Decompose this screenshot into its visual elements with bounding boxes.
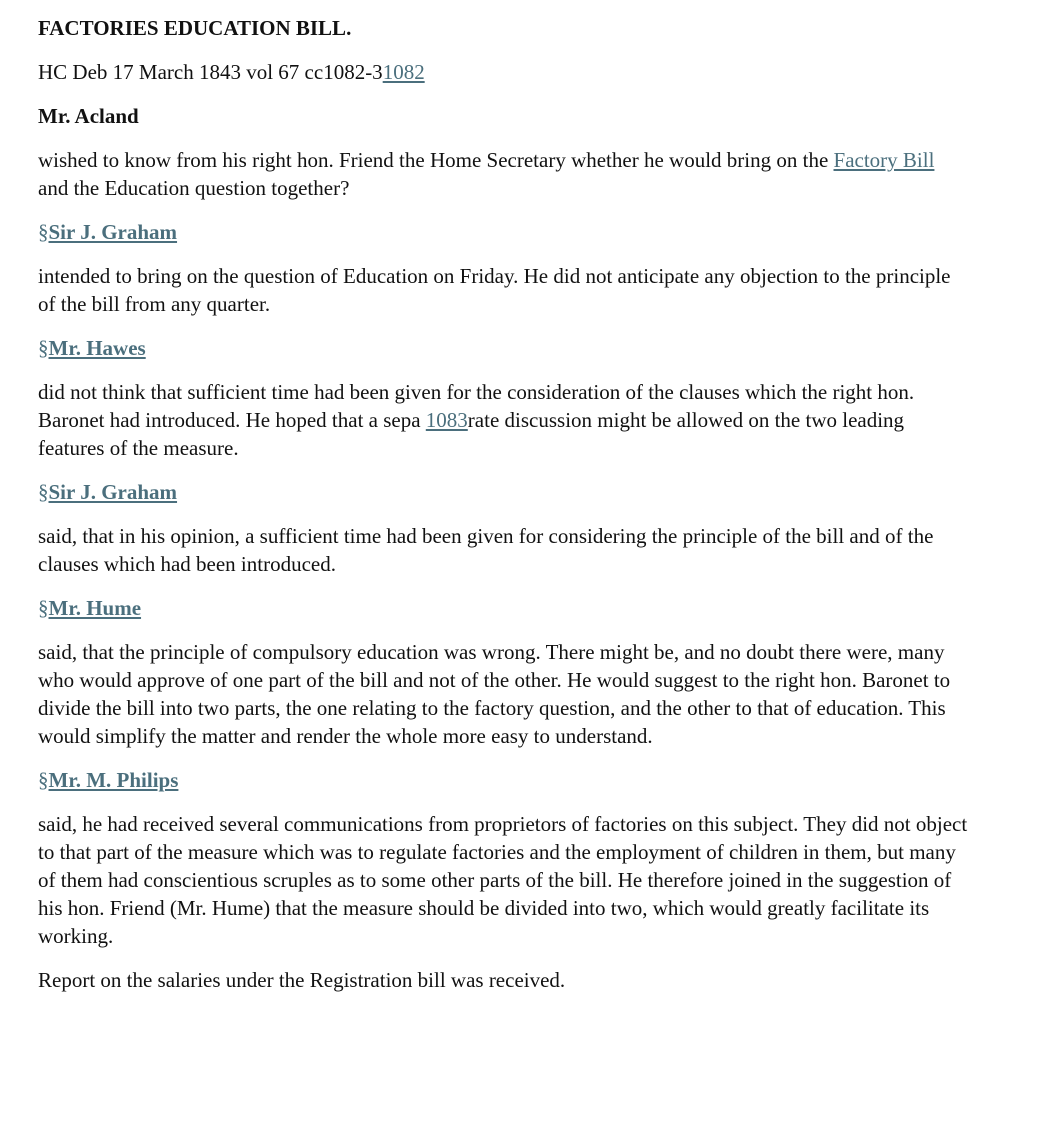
section-mark: § [38, 596, 49, 620]
speech-text [38, 146, 968, 202]
speaker-heading [38, 334, 968, 362]
section-mark: § [38, 480, 49, 504]
section-mark: § [38, 768, 49, 792]
speech-text: said, that the principle of compulsory education was wrong. There might be, and no doubt there were, many who would approve of one part of the bill and not of the other. He would suggest to the right hon. Baronet to divide the bill into two parts, the one relating to the factory question, and the other to that of education. This would simplify the matter and render the whole more easy to understand. [38, 640, 951, 748]
factory-bill-link[interactable]: Factory Bill [833, 148, 935, 172]
speech-text-part: did not think that sufficient time had been given for the consideration of the clauses which the right hon. Baronet had introduced. He hoped that a sepa [38, 380, 915, 432]
speech-text [38, 378, 968, 462]
section-mark: § [38, 336, 49, 360]
speaker-link-mr-hawes[interactable]: Mr. Hawes [48, 336, 146, 360]
page-title: FACTORIES EDUCATION BILL. [38, 16, 352, 40]
speaker-heading [38, 218, 968, 246]
speech-text: intended to bring on the question of Education on Friday. He did not anticipate any objection to the principle of the bill from any quarter. [38, 264, 951, 316]
speaker-link-sir-j-graham[interactable]: Sir J. Graham [48, 220, 178, 244]
speaker-link-mr-hume[interactable]: Mr. Hume [48, 596, 142, 620]
speech-text: said, that in his opinion, a sufficient time had been given for considering the principle of the bill and of the clauses which had been introduced. [38, 524, 934, 576]
speech-text: said, he had received several communications from proprietors of factories on this subject. They did not object to that part of the measure which was to regulate factories and the employment of children in them, but many of them had conscientious scruples as to some other parts of the bill. He therefore joined in the suggestion of his hon. Friend (Mr. Hume) that the measure should be divided into two, which would greatly facilitate its working. [38, 812, 968, 948]
column-link-1082[interactable]: 1082 [382, 60, 425, 84]
closing-note: Report on the salaries under the Registration bill was received. [38, 968, 566, 992]
speaker-heading [38, 766, 968, 794]
section-mark: § [38, 220, 49, 244]
speaker-name: Mr. Acland [38, 104, 139, 128]
speaker-heading [38, 478, 968, 506]
speaker-link-mr-m-philips[interactable]: Mr. M. Philips [48, 768, 179, 792]
speech-text-part: wished to know from his right hon. Friend the Home Secretary whether he would bring on the [38, 148, 834, 172]
speech-text-part: and the Education question together? [38, 176, 350, 200]
column-link-1083[interactable]: 1083 [425, 408, 468, 432]
citation-text: HC Deb 17 March 1843 vol 67 cc1082-3 [38, 60, 383, 84]
speaker-link-sir-j-graham[interactable]: Sir J. Graham [48, 480, 178, 504]
citation [38, 58, 968, 86]
speaker-heading [38, 594, 968, 622]
speech-text-part: rate discussion might be allowed on the two leading features of the measure. [38, 408, 905, 460]
